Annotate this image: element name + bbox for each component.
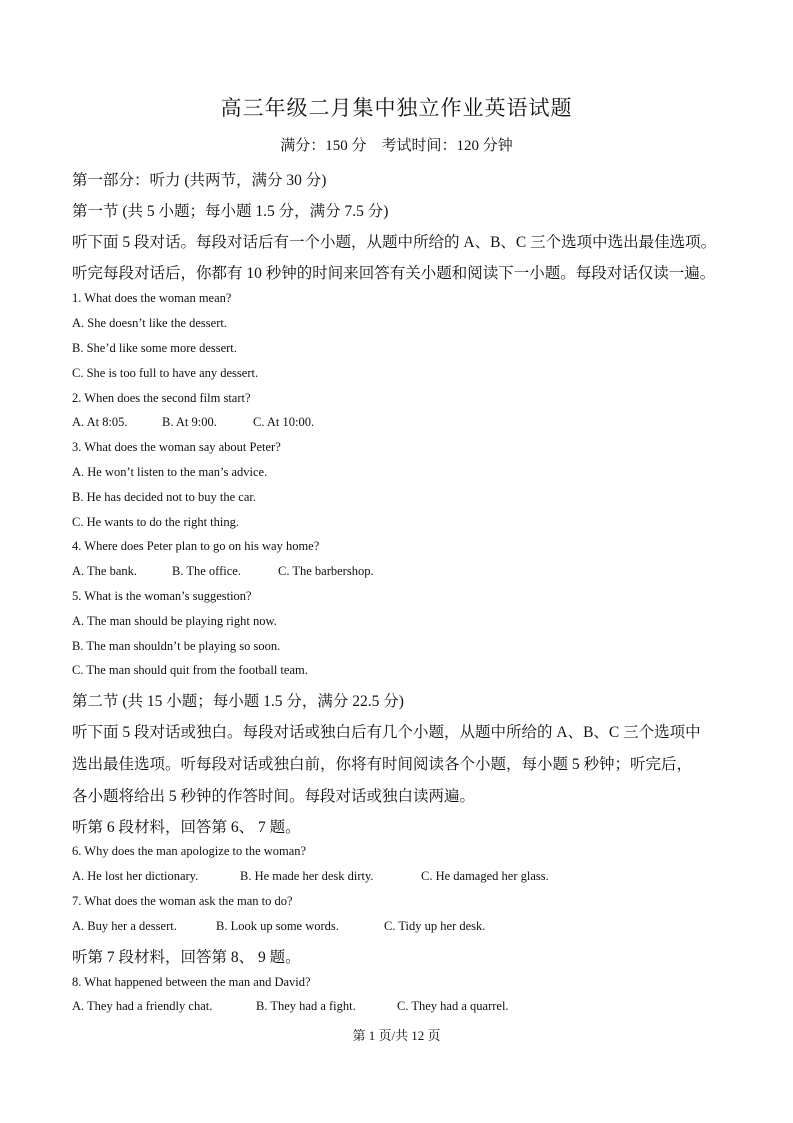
option-c: C. The man should quit from the football team.: [72, 663, 308, 677]
exam-score-time: 满分：150 分 考试时间：120 分钟: [280, 138, 513, 154]
option-c: C. She is too full to have any dessert.: [72, 366, 259, 380]
option-c: C. They had a quarrel.: [397, 999, 509, 1013]
option-b: B. She’d like some more dessert.: [72, 341, 237, 355]
option-a: A. They had a friendly chat.: [72, 999, 213, 1013]
material-heading: 听第 6 段材料，回答第 6、 7 题。: [72, 819, 301, 836]
question-stem: 1. What does the woman mean?: [72, 291, 232, 305]
question-stem: 8. What happened between the man and David?: [72, 975, 311, 989]
option-a: A. Buy her a dessert.: [72, 919, 177, 933]
question-stem: 4. Where does Peter plan to go on his way home?: [72, 539, 320, 553]
option-c: C. Tidy up her desk.: [384, 919, 486, 933]
section2-instruction-line: 各小题将给出 5 秒钟的作答时间。每段对话或独白读两遍。: [72, 788, 476, 805]
part1-heading: 第一部分：听力 (共两节，满分 30 分): [72, 172, 327, 189]
option-a: A. He lost her dictionary.: [72, 869, 199, 883]
option-a: A. She doesn’t like the dessert.: [72, 316, 227, 330]
options-row: [72, 869, 549, 884]
section2-heading: 第二节 (共 15 小题；每小题 1.5 分，满分 22.5 分): [72, 693, 404, 710]
options-row: [72, 564, 374, 579]
question-stem: 2. When does the second film start?: [72, 391, 251, 405]
option-c: C. At 10:00.: [253, 415, 315, 429]
option-a: A. At 8:05.: [72, 415, 128, 429]
option-a: A. He won’t listen to the man’s advice.: [72, 465, 268, 479]
options-row: [72, 999, 509, 1014]
option-a: A. The bank.: [72, 564, 138, 578]
option-a: A. The man should be playing right now.: [72, 614, 277, 628]
section1-heading: 第一节 (共 5 小题；每小题 1.5 分，满分 7.5 分): [72, 203, 389, 220]
option-b: B. The man shouldn’t be playing so soon.: [72, 639, 281, 653]
option-b: B. He has decided not to buy the car.: [72, 490, 256, 504]
page-title: 高三年级二月集中独立作业英语试题: [220, 96, 573, 120]
section2-instruction-line: 听下面 5 段对话或独白。每段对话或独白后有几个小题，从题中所给的 A、B、C 三个选项中: [72, 724, 701, 741]
question-stem: 6. Why does the man apologize to the woman?: [72, 844, 307, 858]
question-stem: 5. What is the woman’s suggestion?: [72, 589, 252, 603]
section1-instruction-line: 听下面 5 段对话。每段对话后有一个小题，从题中所给的 A、B、C 三个选项中选出最佳选项。: [72, 234, 717, 251]
material-heading: 听第 7 段材料，回答第 8、 9 题。: [72, 949, 301, 966]
options-row: [72, 919, 485, 934]
option-c: C. He damaged her glass.: [421, 869, 549, 883]
option-c: C. He wants to do the right thing.: [72, 515, 239, 529]
options-row: [72, 415, 314, 430]
section2-instruction-line: 选出最佳选项。听每段对话或独白前，你将有时间阅读各个小题，每小题 5 秒钟；听完后，: [72, 756, 693, 773]
option-b: B. They had a fight.: [256, 999, 356, 1013]
page-number: 第 1 页/共 12 页: [352, 1028, 441, 1043]
option-c: C. The barbershop.: [278, 564, 374, 578]
option-b: B. Look up some words.: [216, 919, 339, 933]
question-stem: 7. What does the woman ask the man to do?: [72, 894, 293, 908]
option-b: B. The office.: [172, 564, 241, 578]
option-b: B. He made her desk dirty.: [240, 869, 374, 883]
question-stem: 3. What does the woman say about Peter?: [72, 440, 281, 454]
option-b: B. At 9:00.: [162, 415, 217, 429]
section1-instruction-line: 听完每段对话后，你都有 10 秒钟的时间来回答有关小题和阅读下一小题。每段对话仅读一遍。: [72, 265, 716, 282]
